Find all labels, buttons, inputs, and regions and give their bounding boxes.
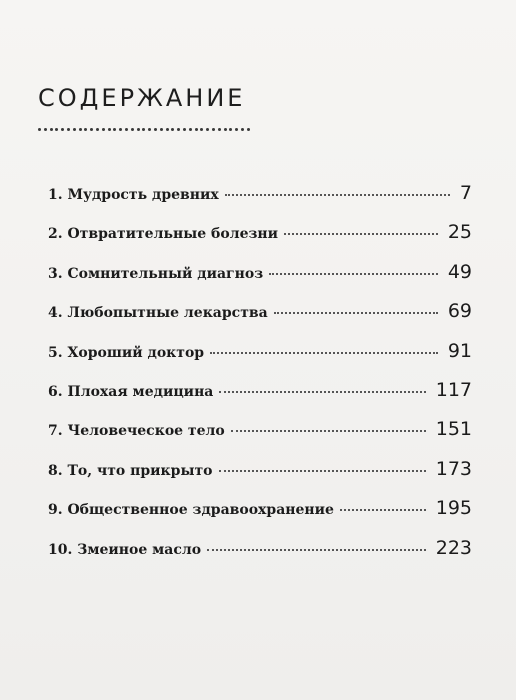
toc-entry-title: 5. Хороший доктор xyxy=(48,344,205,361)
toc-entry-title: 9. Общественное здравоохранение xyxy=(48,502,334,519)
dot-leader xyxy=(284,232,438,235)
dot-leader xyxy=(340,508,426,511)
dot-leader xyxy=(219,469,426,472)
toc-entry[interactable] xyxy=(48,379,472,418)
toc-page-number: 91 xyxy=(447,339,472,362)
toc-page-number: 173 xyxy=(435,457,472,480)
toc-page-number: 25 xyxy=(447,221,472,244)
toc-entry-title: 7. Человеческое тело xyxy=(48,423,225,440)
toc-page-number: 223 xyxy=(435,536,472,559)
toc-entry-title: 4. Любопытные лекарства xyxy=(48,305,268,322)
toc-page-number: 195 xyxy=(435,497,472,520)
toc-entry-title: 8. То, что прикрыто xyxy=(48,462,213,479)
toc-entry[interactable] xyxy=(48,261,472,300)
toc-entry-title: 3. Сомнительный диагноз xyxy=(48,265,264,282)
toc-entry[interactable] xyxy=(48,458,472,497)
toc-entry[interactable] xyxy=(48,537,472,576)
toc-page-number: 117 xyxy=(435,378,472,401)
toc-entry[interactable] xyxy=(48,182,472,221)
dot-leader xyxy=(219,390,425,393)
dot-leader xyxy=(210,351,438,354)
toc-entry[interactable] xyxy=(48,497,472,536)
toc-page-number: 69 xyxy=(447,300,472,323)
dot-leader xyxy=(207,548,426,551)
toc-page-number: 151 xyxy=(435,418,472,441)
toc-page-number: 49 xyxy=(447,260,472,283)
dot-leader xyxy=(231,429,426,432)
toc-page-number: 7 xyxy=(459,182,472,204)
toc-entry-title: 6. Плохая медицина xyxy=(48,383,214,400)
toc-entry[interactable] xyxy=(48,418,472,457)
table-of-contents xyxy=(48,182,472,576)
toc-entry[interactable] xyxy=(48,340,472,379)
toc-entry[interactable] xyxy=(48,300,472,339)
toc-entry-title: 1. Мудрость древних xyxy=(48,187,219,203)
toc-entry-title: 10. Змеиное масло xyxy=(48,541,202,558)
page-title: СОДЕРЖАНИЕ xyxy=(38,84,246,112)
toc-entry[interactable] xyxy=(48,221,472,260)
toc-entry-title: 2. Отвратительные болезни xyxy=(48,226,279,243)
dot-leader xyxy=(269,272,438,275)
dot-leader xyxy=(274,311,438,314)
title-divider-dots xyxy=(38,126,250,132)
dot-leader xyxy=(225,193,450,196)
